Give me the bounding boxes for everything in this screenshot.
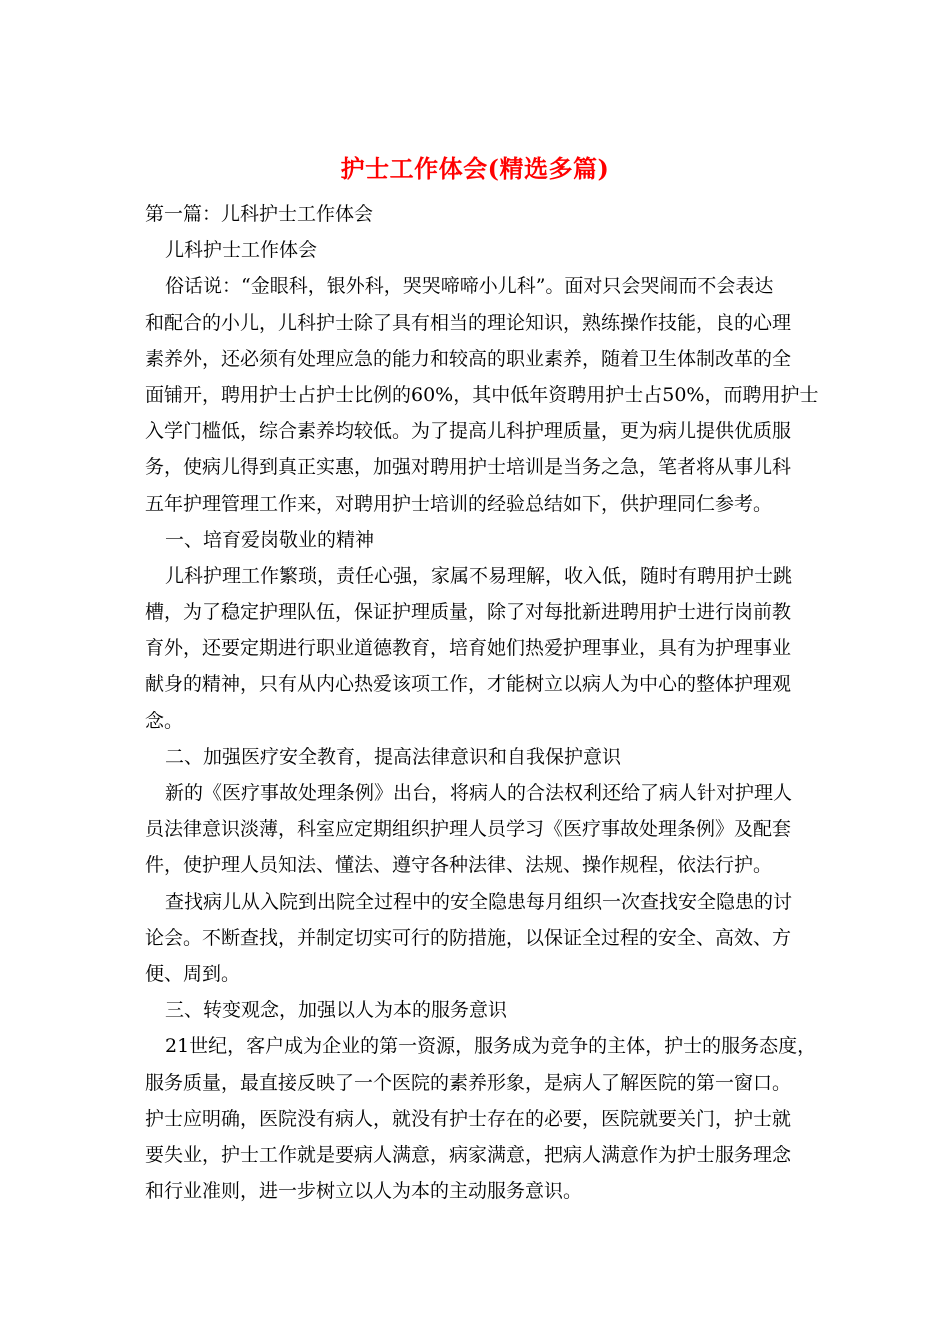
paragraph-line: 和配合的小儿，儿科护士除了具有相当的理论知识，熟练操作技能，良的心理 bbox=[145, 311, 792, 334]
paragraph-line: 槽，为了稳定护理队伍，保证护理质量，除了对每批新进聘用护士进行岗前教 bbox=[145, 601, 792, 624]
paragraph-line: 入学门槛低，综合素养均较低。为了提高儿科护理质量，更为病儿提供优质服 bbox=[145, 420, 792, 443]
paragraph-line: 献身的精神，只有从内心热爱该项工作，才能树立以病人为中心的整体护理观 bbox=[145, 673, 792, 696]
section-heading: 一、培育爱岗敬业的精神 bbox=[165, 528, 375, 551]
subtitle: 儿科护士工作体会 bbox=[165, 239, 318, 262]
paragraph-line: 素养外，还必须有处理应急的能力和较高的职业素养，随着卫生体制改革的全 bbox=[145, 347, 792, 370]
paragraph-line: 念。 bbox=[145, 709, 184, 732]
paragraph-line: 件，使护理人员知法、懂法、遵守各种法律、法规、操作规程，依法行护。 bbox=[145, 854, 773, 877]
paragraph-line: 面铺开，聘用护士占护士比例的60%，其中低年资聘用护士占50%，而聘用护士 bbox=[145, 383, 819, 406]
document-title: 护士工作体会(精选多篇) bbox=[340, 154, 610, 183]
document-body bbox=[145, 196, 819, 1209]
paragraph-line: 新的《医疗事故处理条例》出台，将病人的合法权利还给了病人针对护理人 bbox=[165, 782, 793, 804]
paragraph-line: 护士应明确，医院没有病人，就没有护士存在的必要，医院就要关门，护士就 bbox=[145, 1107, 792, 1130]
paragraph-line: 服务质量，最直接反映了一个医院的素养形象，是病人了解医院的第一窗口。 bbox=[145, 1071, 792, 1094]
paragraph-line: 查找病儿从入院到出院全过程中的安全隐患每月组织一次查找安全隐患的讨 bbox=[165, 890, 793, 913]
paragraph-line: 儿科护理工作繁琐，责任心强，家属不易理解，收入低，随时有聘用护士跳 bbox=[165, 564, 793, 587]
paragraph-line: 务，使病儿得到真正实惠，加强对聘用护士培训是当务之急，笔者将从事儿科 bbox=[145, 456, 792, 479]
paragraph-line: 员法律意识淡薄，科室应定期组织护理人员学习《医疗事故处理条例》及配套 bbox=[145, 818, 792, 841]
paragraph-line: 五年护理管理工作来，对聘用护士培训的经验总结如下，供护理同仁参考。 bbox=[145, 492, 773, 515]
paragraph-line: 便、周到。 bbox=[145, 962, 241, 985]
section-heading: 第一篇：儿科护士工作体会 bbox=[145, 203, 374, 225]
paragraph-line: 和行业准则，进一步树立以人为本的主动服务意识。 bbox=[145, 1180, 583, 1203]
paragraph-line: 俗话说：“金眼科，银外科，哭哭啼啼小儿科”。面对只会哭闹而不会表达 bbox=[165, 275, 774, 298]
paragraph-line: 要失业，护士工作就是要病人满意，病家满意，把病人满意作为护士服务理念 bbox=[145, 1143, 792, 1166]
section-heading: 三、转变观念，加强以人为本的服务意识 bbox=[165, 999, 508, 1022]
paragraph-line: 21世纪，客户成为企业的第一资源，服务成为竞争的主体，护士的服务态度， bbox=[165, 1035, 817, 1058]
paragraph-line: 论会。不断查找，并制定切实可行的防措施，以保证全过程的安全、高效、方 bbox=[145, 926, 792, 949]
paragraph-line: 育外，还要定期进行职业道德教育，培育她们热爱护理事业，具有为护理事业 bbox=[145, 637, 792, 660]
section-heading: 二、加强医疗安全教育，提高法律意识和自我保护意识 bbox=[165, 745, 622, 768]
